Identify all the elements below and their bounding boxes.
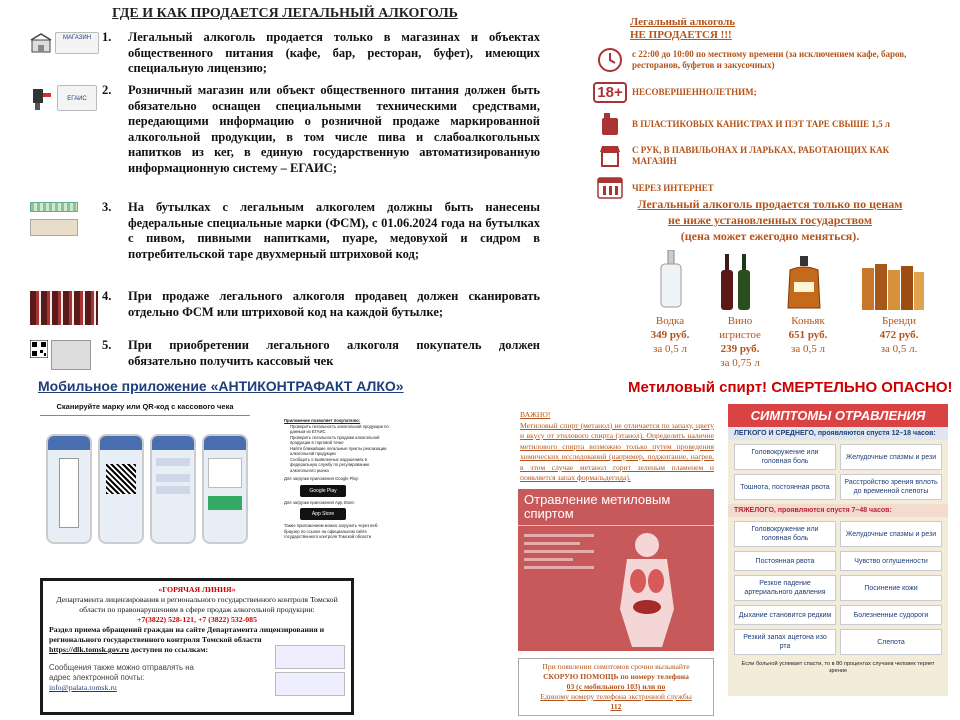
price-volume: за 0,5 л (653, 343, 687, 355)
scanner-icon (30, 85, 54, 116)
methanol-warning (520, 410, 714, 484)
price-title-line3: (цена может ежегодно меняться). (680, 229, 860, 243)
not-sold-title (630, 16, 735, 42)
price-value: 651 руб. (788, 329, 828, 341)
google-note: Для загрузки приложения Google Play: (284, 476, 360, 481)
phone-screenshot (202, 434, 248, 544)
app-store-button[interactable]: App Store (300, 508, 346, 520)
hotline-box (40, 578, 354, 715)
list-item (596, 78, 936, 106)
site-link[interactable]: https://dlk.tomsk.gov.ru (49, 645, 129, 654)
not-sold-item: С РУК, В ПАВИЛЬОНАХ И ЛАРЬКАХ, РАБОТАЮЩИХ КАК МАГАЗИН (632, 145, 890, 166)
rule-number: 1. (102, 30, 112, 44)
hotline-phones[interactable]: +7(3822) 528-121, +7 (3822) 532-085 (137, 615, 257, 624)
rule-text: Розничный магазин или объект общественного питания должен быть обязательно оснащен специальными техническими средствами, передающими информацию о розничной продаже маркированной алкогольной продукции, в том числе пива и слабоалкогольных напитков из кег, в единую государственную автоматизированную информационную систему – ЕГАИС; (128, 83, 540, 175)
price-volume: за 0,5 л. (880, 343, 918, 355)
methanol-infographic (518, 489, 714, 651)
symptoms-mild-header: ЛЕГКОГО И СРЕДНЕГО, проявляются спустя 12–18 часов: (728, 427, 948, 440)
link-thumbnail[interactable] (275, 672, 345, 696)
infographic-title: Отравление метиловым спиртом (518, 489, 714, 526)
hotline-title: «ГОРЯЧАЯ ЛИНИЯ» (158, 585, 236, 594)
rule-text: При приобретении легального алкоголя покупатель должен обязательно получить кассовый чек (128, 338, 540, 368)
list-item (596, 110, 936, 138)
symptoms-severe-grid (728, 517, 948, 659)
app-instructions (284, 418, 394, 540)
rule-icons (30, 30, 102, 66)
price-name: Бренди (881, 315, 917, 327)
help-line: При появлении симптомов срочно вызывайте (542, 662, 690, 671)
price-value: 472 руб. (879, 329, 919, 341)
qr-code-icon (30, 340, 48, 363)
not-sold-item: В ПЛАСТИКОВЫХ КАНИСТРАХ И ПЭТ ТАРЕ СВЫШЕ 1,5 л (632, 118, 890, 129)
hotline-text: Департамента лицензирования и регионального государственного контроля Томской области по правонарушениям в сфере продаж алкогольной продукции: (56, 595, 338, 614)
wine-bottles-icon (720, 254, 754, 315)
symptoms-footer: Если больной успевает спасти, то в 80 процентах случаев человек теряет зрение (741, 661, 935, 674)
rule-icons (30, 83, 102, 119)
list-item (30, 200, 540, 284)
symptoms-panel (728, 404, 948, 696)
symptom-cell: Тошнота, постоянная рвота (734, 474, 836, 500)
instr-item: Найти ближайшие легальные пункты реализации алкогольной продукции (290, 445, 387, 456)
rule-number: 3. (102, 200, 112, 214)
info-lines (524, 529, 594, 574)
price-value: 349 руб. (650, 329, 690, 341)
rule-text: На бутылках с легальным алкоголем должны быть нанесены федеральные специальные марки (ФСМ), с 01.06.2024 года на бутылках с пивом, пивными напитками, пуаре, медовухой и сидром в потребительской таре двухмерный штриховой код; (128, 200, 540, 261)
not-sold-item: с 22:00 до 10:00 по местному времени (за исключением кафе, баров, ресторанов, буфетов и закусочных) (632, 49, 907, 70)
not-sold-item: НЕСОВЕРШЕННОЛЕТНИМ; (632, 86, 757, 97)
phone-screenshot (150, 434, 196, 544)
price-wine (710, 314, 770, 370)
methanol-headline: Метиловый спирт! СМЕРТЕЛЬНО ОПАСНО! (628, 379, 953, 396)
bottles-shelf-icon (30, 291, 98, 325)
warning-title: ВАЖНО! (520, 410, 551, 419)
age-18-icon (596, 78, 624, 106)
email-note: Сообщения также можно отправлять на адрес электронной почты: (49, 663, 194, 682)
price-title-line2: не ниже установленных государством (668, 213, 872, 227)
clock-icon (596, 46, 624, 74)
rule-text: При продаже легального алкоголя продавец должен сканировать отдельно ФСМ или штриховой код на каждой бутылке; (128, 289, 540, 319)
link-thumbnails (275, 645, 345, 696)
kiosk-icon (596, 142, 624, 170)
mobile-app-title: Мобильное приложение «АНТИКОНТРАФАКТ АЛКО» (38, 378, 404, 394)
phone-screenshot (46, 434, 92, 544)
brandy-bottles-icon (860, 254, 926, 315)
price-vodka (640, 314, 700, 356)
rule-number: 2. (102, 83, 112, 97)
cognac-bottle-icon (784, 256, 824, 315)
list-item (30, 289, 540, 333)
help-line: 03 (с мобильного 103) или по (566, 682, 666, 691)
list-item (30, 83, 540, 195)
emergency-help-box (518, 658, 714, 716)
instr-head: Приложение позволяет покупателю: (284, 418, 361, 423)
link-tail: доступен по ссылкам: (130, 645, 209, 654)
price-volume: за 0,75 л (720, 357, 760, 369)
list-item (30, 30, 540, 78)
help-line: Единому номеру телефона экстренной службы (540, 692, 692, 701)
symptom-cell: Резкое падение артериального давления (734, 575, 836, 601)
price-value: 239 руб. (720, 343, 760, 355)
not-sold-list (596, 46, 936, 206)
google-play-button[interactable]: Google Play (300, 485, 346, 497)
extra-note: Также приложением можно загрузить через веб-браузер по ссылке на официальном сайте государственного контроля Томской области (284, 523, 379, 539)
price-name: Водка (655, 315, 685, 327)
warning-text: Метиловый спирт (метанол) не отличается по запаху, цвету и вкусу от этилового спирта (этанол). Определить наличие метилового спирта возможно только путем проведения химических исследований (например, поджигание, нагрев, в этом случае метанол горит зеленым пламенем и появляется запах формальдегида). (520, 420, 714, 482)
canister-icon (596, 110, 624, 138)
not-sold-item: ЧЕРЕЗ ИНТЕРНЕТ (632, 182, 714, 193)
instr-item: Сообщить о выявленных нарушениях в федеральную службу по регулированию алкогольного рынка (290, 456, 370, 473)
symptom-cell: Посинение кожи (840, 575, 942, 601)
vodka-bottle-icon (658, 250, 684, 313)
not-sold-title-line2: НЕ ПРОДАЕТСЯ !!! (630, 29, 732, 41)
rule-number: 4. (102, 289, 112, 303)
help-line: 112 (610, 702, 622, 711)
symptom-cell: Резкий запах ацетона изо рта (734, 629, 836, 655)
egais-icon: ЕГАИС (57, 85, 97, 111)
rule-icons (30, 289, 102, 325)
hotline-site-text: Раздел приема обращений граждан на сайте Департамента лицензирования и регионального государственного контроля Томской области (49, 625, 325, 644)
rule-text: Легальный алкоголь продается только в магазинах и объектах общественного питания (кафе, бар, ресторан, буфет), имеющих специальную лицензию; (128, 30, 540, 75)
price-title (600, 196, 940, 244)
list-item (30, 338, 540, 378)
shop-icon (30, 32, 52, 59)
price-name: Вино игристое (719, 315, 761, 341)
receipt-phone-icon (51, 340, 91, 370)
link-thumbnail[interactable] (275, 645, 345, 669)
symptom-cell: Головокружение или головная боль (734, 444, 836, 470)
symptoms-severe-header: ТЯЖЕЛОГО, проявляются спустя 7–48 часов: (728, 504, 948, 517)
price-volume: за 0,5 л (791, 343, 825, 355)
price-brandy (868, 314, 930, 356)
apple-note: Для загрузки приложения App Store: (284, 499, 355, 505)
rule-icons (30, 338, 102, 374)
symptom-cell: Постоянная рвота (734, 551, 836, 571)
price-name: Коньяк (791, 315, 825, 327)
symptom-cell: Желудочные спазмы и рези (840, 444, 942, 470)
main-title: ГДЕ И КАК ПРОДАЕТСЯ ЛЕГАЛЬНЫЙ АЛКОГОЛЬ (112, 6, 458, 21)
symptom-cell: Желудочные спазмы и рези (840, 521, 942, 547)
excise-stamp-icon (30, 202, 78, 212)
symptom-cell: Слепота (840, 629, 942, 655)
help-line: СКОРУЮ ПОМОЩЬ по номеру телефона (543, 672, 689, 681)
email-link[interactable]: info@palata.tomsk.ru (49, 683, 117, 692)
symptom-cell: Дыхание становится редким (734, 605, 836, 625)
rule-icons (30, 200, 102, 236)
instr-item: Проверить легальность алкогольной продукции по данным из ЕГАИС (290, 423, 389, 434)
symptom-cell: Расстройство зрения вплоть до временной слепоты (840, 474, 942, 500)
barcode-icon (30, 219, 78, 236)
list-item (596, 46, 936, 74)
symptom-cell: Болезненные судороги (840, 605, 942, 625)
symptom-cell: Головокружение или головная боль (734, 521, 836, 547)
rule-number: 5. (102, 338, 112, 352)
not-sold-title-line1: Легальный алкоголь (630, 16, 736, 28)
instr-item: Проверить легальность продажи алкогольной продукции в торговой точке (290, 434, 380, 445)
phone-screenshot (98, 434, 144, 544)
age-badge: 18+ (593, 82, 626, 103)
mobile-app-subtitle: Сканируйте марку или QR-код с кассового чека (40, 402, 250, 416)
price-cognac (778, 314, 838, 356)
shop-sign-icon: МАГАЗИН (55, 32, 99, 54)
symptoms-mild-grid (728, 440, 948, 504)
list-item (596, 142, 936, 170)
price-title-line1: Легальный алкоголь продается только по ценам (637, 197, 903, 211)
symptom-cell: Чувство оглушенности (840, 551, 942, 571)
symptoms-title: СИМПТОМЫ ОТРАВЛЕНИЯ (728, 404, 948, 427)
rules-list (30, 30, 540, 383)
body-organs-icon (602, 529, 692, 651)
